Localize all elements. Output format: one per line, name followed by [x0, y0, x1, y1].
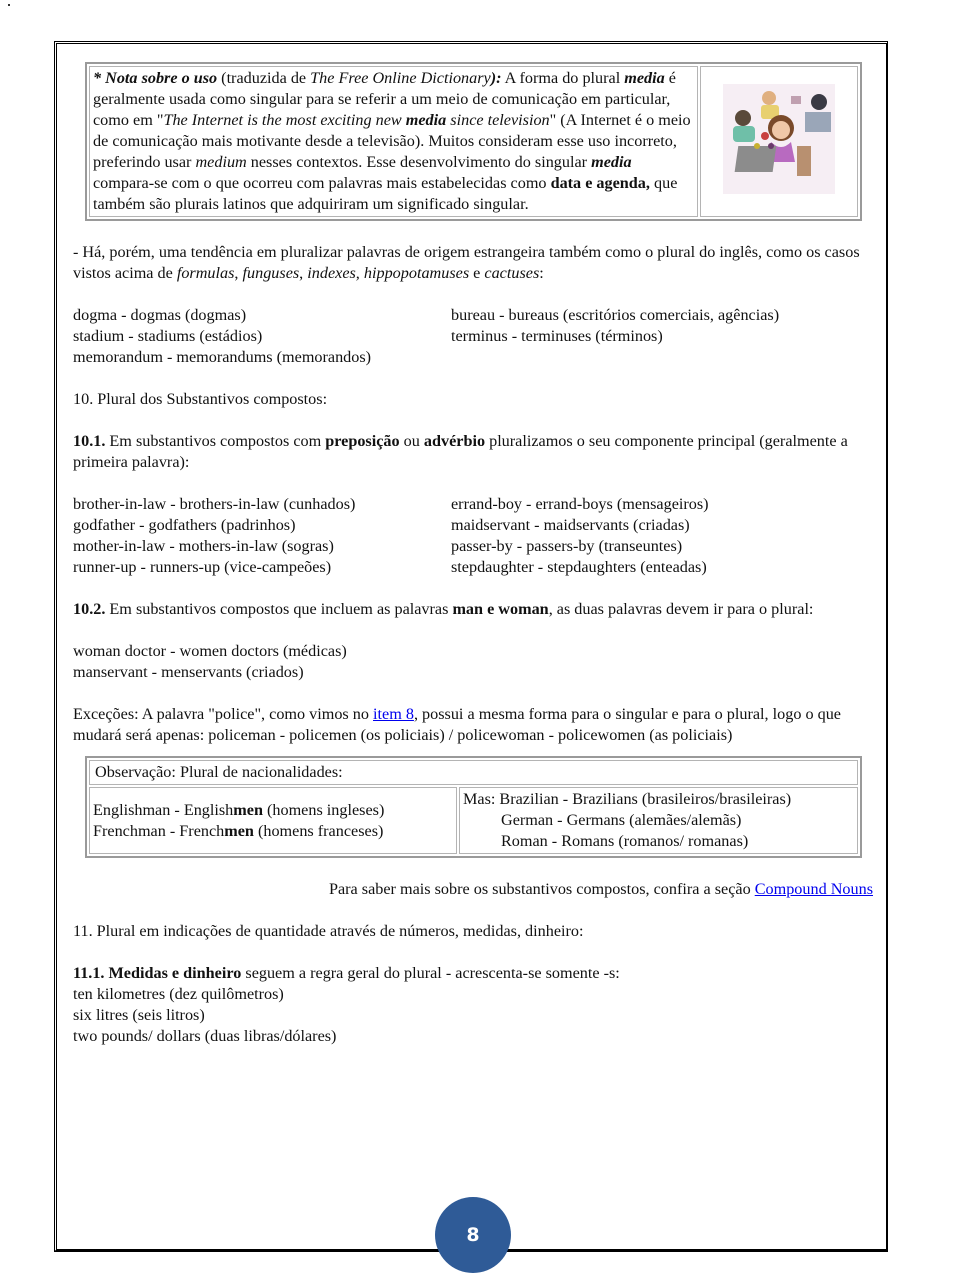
section-10-heading: 10. Plural dos Substantivos compostos:: [73, 390, 328, 408]
text: " (A Internet é o meio de comunicação mais motivante desde a televisão). Muitos consideram esse uso incorreto, preferindo usar: [93, 111, 691, 171]
text: (: [217, 69, 227, 87]
text: que também são plurais latinos que adquiriram um significado singular.: [93, 174, 678, 213]
term: men: [233, 800, 263, 819]
text: traduzida de: [226, 69, 311, 87]
list-item: godfather - godfathers (padrinhos): [73, 516, 296, 534]
section-number: 10.1.: [73, 432, 106, 450]
list-column: [451, 305, 871, 368]
list-item: [93, 800, 453, 821]
term: cactuses: [484, 264, 540, 282]
text: :: [539, 264, 544, 282]
text: ):: [490, 69, 502, 87]
item-8-link[interactable]: item 8: [373, 705, 414, 723]
text: , as duas palavras devem ir para o plural:: [548, 600, 814, 618]
text: ,: [234, 264, 243, 282]
quote: The Internet is the most exciting new: [163, 111, 406, 129]
term: man e woman: [452, 600, 549, 618]
list-item: bureau - bureaus (escritórios comerciais, agências): [451, 306, 780, 324]
foreign-words-intro: [73, 242, 873, 284]
list-item: errand-boy - errand-boys (mensageiros): [451, 495, 709, 513]
quote: since television: [446, 111, 550, 129]
nationalities-right: [459, 787, 858, 854]
term: media: [624, 69, 665, 87]
text: Em substantivos compostos com: [105, 432, 326, 450]
term: data e agenda,: [550, 174, 650, 192]
list-item: runner-up - runners-up (vice-campeões): [73, 558, 332, 576]
page-content: [73, 62, 873, 1047]
text: Para saber mais sobre os substantivos compostos, confira a seção: [328, 880, 755, 898]
term: men: [224, 821, 254, 840]
list-column: [73, 494, 451, 578]
list-column: [451, 494, 871, 578]
page-number-badge: [435, 1197, 511, 1273]
list-item: terminus - terminuses (términos): [451, 327, 663, 345]
list-item: German - Germans (alemães/alemãs): [501, 811, 742, 829]
nationalities-left: [89, 787, 457, 854]
list-column: [73, 305, 451, 368]
people-using-computers-illustration-icon: [723, 84, 835, 194]
section-10-1: [73, 431, 873, 473]
term: preposição: [325, 432, 400, 450]
term: media: [591, 153, 632, 171]
text: seguem a regra geral do plural - acrescenta-se somente -s:: [241, 964, 620, 982]
compound-nouns-list: [73, 494, 873, 578]
text: ou: [399, 432, 424, 450]
nationalities-header: Observação: Plural de nacionalidades:: [89, 760, 858, 785]
list-item: stadium - stadiums (estádios): [73, 327, 263, 345]
text: ,: [299, 264, 308, 282]
text: Englishman - English: [93, 800, 234, 819]
list-item: manservant - menservants (criados): [73, 663, 304, 681]
text: nesses contextos. Esse desenvolvimento do singular: [246, 153, 592, 171]
list-item: woman doctor - women doctors (médicas): [73, 642, 347, 660]
usage-note-text: [89, 66, 698, 217]
list-item: six litres (seis litros): [73, 1006, 205, 1024]
term: medium: [195, 153, 247, 171]
section-10-2: [73, 599, 873, 620]
text: , possui a mesma forma para o singular e para o plural, logo o que mudará será apenas: policeman - policemen (os policiais) / policewoman - policewomen (as policiais): [73, 705, 841, 744]
text: - Há, porém, uma tendência em pluralizar palavras de origem estrangeira também como o plural do inglês, como os casos vistos acima de: [73, 243, 860, 282]
term: indexes, hippopotamuses: [307, 264, 470, 282]
list-item: Mas: Brazilian - Brazilians (brasileiros/brasileiras): [463, 790, 792, 808]
list-item: Roman - Romans (romanos/ romanas): [501, 832, 749, 850]
stray-dot: [8, 4, 10, 6]
section-number: 10.2.: [73, 600, 106, 618]
text: Frenchman - French: [93, 821, 225, 840]
see-more-compound-nouns: [73, 879, 873, 900]
text: pluralizamos o seu componente principal (geralmente a primeira palavra):: [73, 432, 848, 471]
text: (homens franceses): [253, 821, 384, 840]
nationalities-box: [85, 756, 862, 858]
term: formulas: [176, 264, 235, 282]
list-item: passer-by - passers-by (transeuntes): [451, 537, 683, 555]
section-11-1: [73, 963, 873, 984]
list-item: [93, 821, 453, 842]
list-item: dogma - dogmas (dogmas): [73, 306, 247, 324]
list-item: mother-in-law - mothers-in-law (sogras): [73, 537, 334, 555]
compound-nouns-link[interactable]: Compound Nouns: [754, 880, 873, 898]
list-item: ten kilometres (dez quilômetros): [73, 985, 284, 1003]
note-source: The Free Online Dictionary: [310, 69, 491, 87]
page-number: 8: [466, 1224, 480, 1246]
text: A forma do plural: [501, 69, 625, 87]
term: funguses: [242, 264, 300, 282]
text: Exceções: A palavra "police", como vimos no: [73, 705, 374, 723]
list-item: brother-in-law - brothers-in-law (cunhados): [73, 495, 356, 513]
list-item: maidservant - maidservants (criadas): [451, 516, 690, 534]
exceptions-paragraph: [73, 704, 873, 746]
text: (homens ingleses): [262, 800, 385, 819]
foreign-words-list: [73, 305, 873, 368]
section-number: 11.1. Medidas e dinheiro: [73, 964, 242, 982]
note-title: * Nota sobre o uso: [93, 69, 218, 87]
list-item: memorandum - memorandums (memorandos): [73, 348, 372, 366]
section-11-heading: 11. Plural em indicações de quantidade através de números, medidas, dinheiro:: [73, 922, 584, 940]
illustration-cell: [700, 66, 858, 217]
term: media: [405, 111, 447, 129]
text: e: [469, 264, 485, 282]
usage-note-box: [85, 62, 862, 221]
text: Em substantivos compostos que incluem as palavras: [105, 600, 453, 618]
term: advérbio: [423, 432, 486, 450]
text: compara-se com o que ocorreu com palavras mais estabelecidas como: [93, 174, 551, 192]
list-item: stepdaughter - stepdaughters (enteadas): [451, 558, 707, 576]
list-item: two pounds/ dollars (duas libras/dólares): [73, 1027, 337, 1045]
text: é geralmente usada como singular para se referir a um meio de comunicação em particular, como em ": [93, 69, 676, 129]
